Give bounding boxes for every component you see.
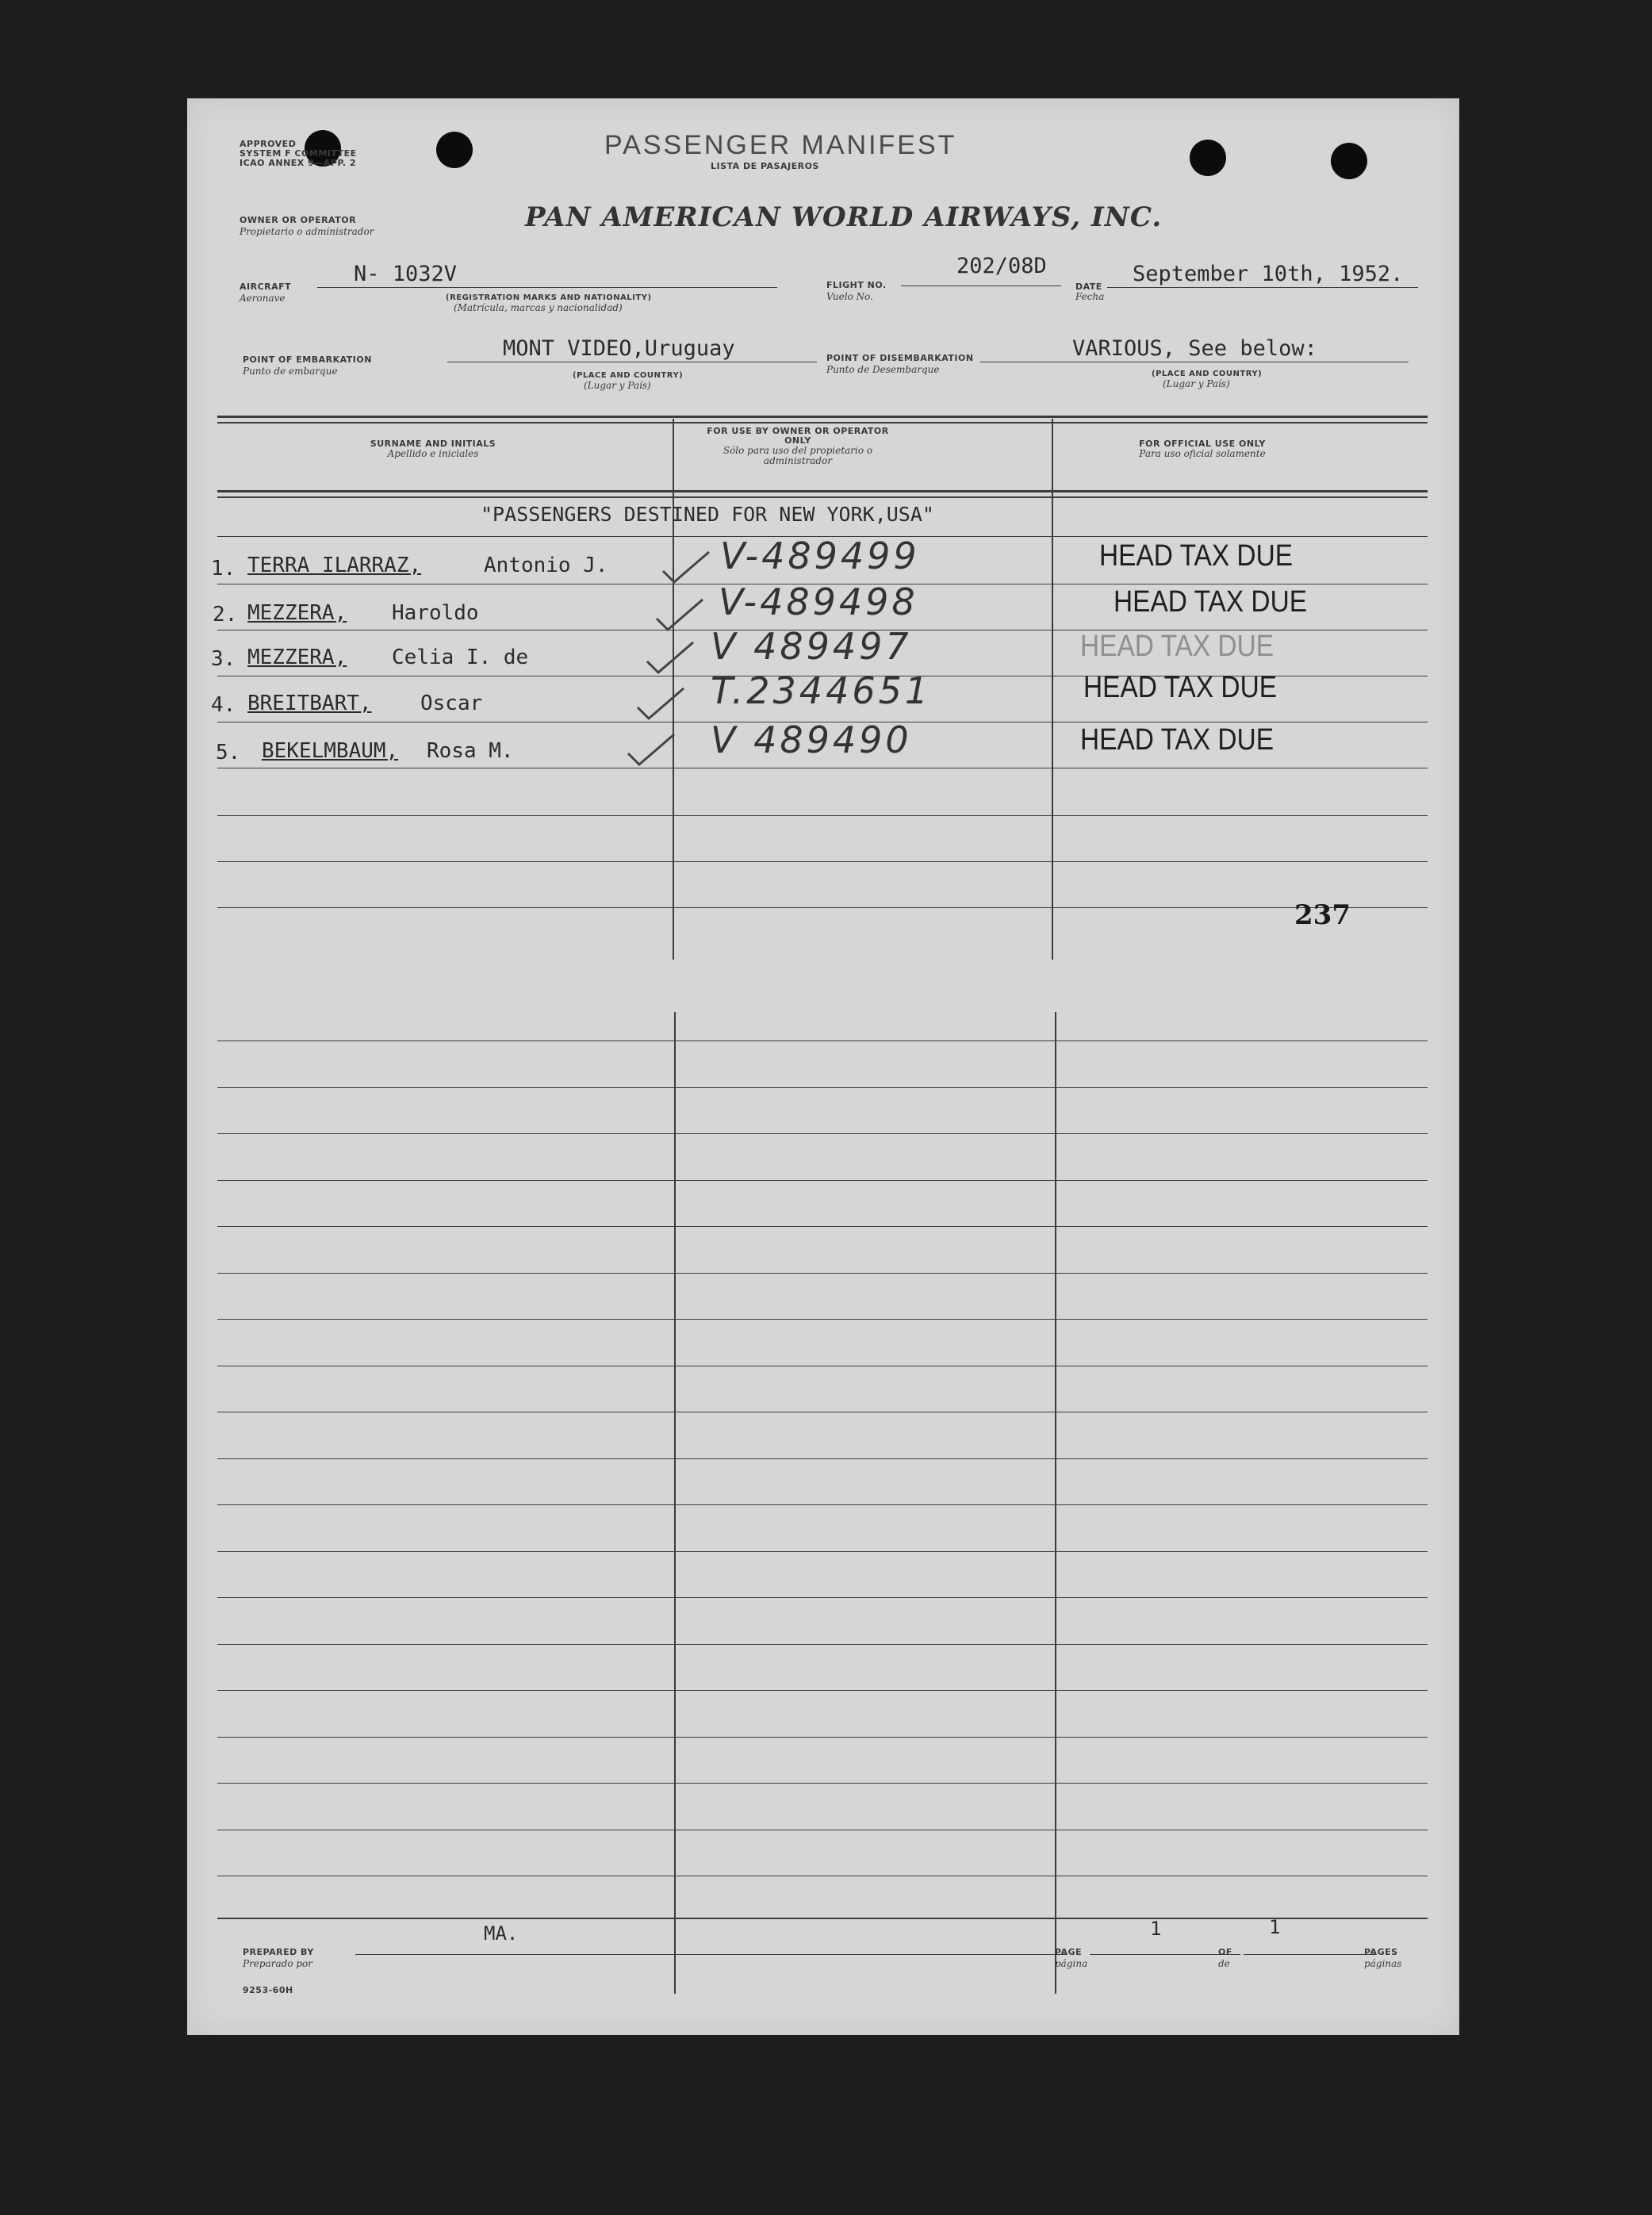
column-header-label: SURNAME AND INITIALS <box>370 439 496 449</box>
row-rule <box>217 1644 1428 1645</box>
passenger-surname: BEKELMBAUM, <box>262 739 399 763</box>
embarkation-point: MONT VIDEO,Uruguay <box>503 336 735 361</box>
column-divider <box>1055 1012 1056 1994</box>
column-header-label-spanish: Apellido e iniciales <box>387 448 479 459</box>
of-label-spanish: de <box>1218 1958 1230 1969</box>
pages-label-spanish: páginas <box>1364 1958 1402 1969</box>
flight-number-label-spanish: Vuelo No. <box>826 291 873 302</box>
column-header-label-spanish: Sólo para uso del propietario o administrador <box>723 445 873 466</box>
embarkation-caption: (PLACE AND COUNTRY) <box>573 371 684 380</box>
passenger-number: 3. <box>211 647 236 671</box>
passenger-number: 1. <box>211 557 236 581</box>
column-divider <box>674 1012 676 1994</box>
owner-label <box>240 216 356 225</box>
prepared-by-rule <box>355 1954 1066 1955</box>
row-rule <box>217 1319 1428 1320</box>
prepared-by-label: PREPARED BY <box>243 1947 314 1957</box>
ma-text: MA. <box>484 1922 519 1945</box>
check-mark-icon <box>633 684 688 723</box>
column-header-label: FOR USE BY OWNER OR OPERATOR ONLY <box>707 426 889 446</box>
destination-heading: "PASSENGERS DESTINED FOR NEW YORK,USA" <box>481 503 934 526</box>
row-rule <box>217 1273 1428 1274</box>
aircraft-caption-spanish: (Matrícula, marcas y nacionalidad) <box>454 302 623 313</box>
row-rule <box>217 1087 1428 1088</box>
check-mark-icon <box>658 547 714 587</box>
column-header-label: FOR OFFICIAL USE ONLY <box>1139 439 1266 449</box>
table-top-rule <box>217 416 1428 418</box>
manifest-sheet <box>187 98 1459 2035</box>
head-tax-stamp-faded: HEAD TAX DUE <box>1080 630 1274 663</box>
passenger-document-number: V-489498 <box>719 581 918 623</box>
approval-line: APPROVED <box>240 139 297 149</box>
embarkation-caption-spanish: (Lugar y País) <box>584 380 651 391</box>
column-header-official <box>1052 439 1353 459</box>
passenger-number: 2. <box>213 603 238 627</box>
passenger-surname: MEZZERA, <box>247 601 347 625</box>
aircraft-label-spanish: Aeronave <box>240 293 286 304</box>
row-rule <box>217 1737 1428 1738</box>
passenger-document-number: V 489490 <box>711 719 912 761</box>
header-bottom-rule <box>217 490 1428 492</box>
page-label: PAGE <box>1055 1947 1083 1957</box>
flight-number: 202/08D <box>956 254 1047 278</box>
flight-number-label: FLIGHT NO. <box>826 280 887 290</box>
embarkation-label-spanish: Punto de embarque <box>243 366 338 377</box>
table-top-rule <box>217 422 1428 423</box>
date-label-spanish: Fecha <box>1075 291 1105 302</box>
form-number: 9253-60H <box>243 1985 293 1995</box>
footer-rule <box>217 1918 1428 1919</box>
aircraft-label: AIRCRAFT <box>240 282 292 292</box>
owner-label-en: OWNER OR OPERATOR <box>240 215 357 225</box>
row-rule <box>217 861 1428 862</box>
passenger-surname: TERRA ILARRAZ, <box>247 554 422 577</box>
passenger-surname: BREITBART, <box>247 692 372 715</box>
row-rule <box>217 1551 1428 1552</box>
passenger-document-number: V-489499 <box>720 535 920 577</box>
passenger-given-name: Antonio J. <box>484 554 608 577</box>
passenger-given-name: Rosa M. <box>427 739 514 763</box>
disembarkation-caption-spanish: (Lugar y País) <box>1163 378 1230 389</box>
disembarkation-label-spanish: Punto de Desembarque <box>826 364 940 375</box>
of-value: 1 <box>1269 1916 1281 1938</box>
passenger-surname: MEZZERA, <box>247 646 347 669</box>
passenger-given-name: Celia I. de <box>392 646 529 669</box>
column-divider <box>1052 419 1053 960</box>
aircraft-registration: N- 1032V <box>354 262 458 286</box>
row-rule <box>217 1133 1428 1134</box>
head-tax-stamp: HEAD TAX DUE <box>1113 585 1308 619</box>
passenger-number: 4. <box>211 693 236 717</box>
date-rule <box>1107 287 1418 288</box>
header-bottom-rule <box>217 496 1428 498</box>
page-value: 1 <box>1150 1918 1162 1940</box>
column-header-surname <box>219 439 647 459</box>
passenger-given-name: Oscar <box>420 692 483 715</box>
disembarkation-point: VARIOUS, See below: <box>1072 336 1317 361</box>
row-rule <box>217 1783 1428 1784</box>
row-rule <box>217 815 1428 816</box>
check-mark-icon <box>623 730 679 769</box>
row-rule <box>217 1226 1428 1227</box>
stamped-number: 237 <box>1294 899 1351 931</box>
passenger-document-number: T.2344651 <box>711 669 932 712</box>
approval-line: ICAO ANNEX 9—APP. 2 <box>240 158 357 168</box>
flight-number-rule <box>901 285 1061 286</box>
approval-note <box>240 140 357 168</box>
row-rule <box>217 1040 1428 1041</box>
date-label: DATE <box>1075 282 1102 292</box>
passenger-document-number: V 489497 <box>711 625 912 668</box>
check-mark-icon <box>652 595 707 634</box>
operator-name: PAN AMERICAN WORLD AIRWAYS, INC. <box>525 201 1163 233</box>
form-title-spanish: LISTA DE PASAJEROS <box>711 161 819 171</box>
passenger-number: 5. <box>216 741 241 765</box>
row-rule <box>217 1690 1428 1691</box>
disembarkation-label: POINT OF DISEMBARKATION <box>826 353 974 363</box>
form-title: PASSENGER MANIFEST <box>604 130 957 160</box>
head-tax-stamp: HEAD TAX DUE <box>1083 671 1278 704</box>
prepared-by-label-spanish: Preparado por <box>243 1958 313 1969</box>
punch-hole <box>1331 143 1367 179</box>
row-rule <box>217 1597 1428 1598</box>
embarkation-label: POINT OF EMBARKATION <box>243 354 372 365</box>
row-rule <box>217 1458 1428 1459</box>
of-label: OF <box>1218 1947 1232 1957</box>
punch-hole <box>1190 140 1226 176</box>
approval-line: SYSTEM F COMMITTEE <box>240 148 357 159</box>
check-mark-icon <box>642 638 698 677</box>
pages-label: PAGES <box>1364 1947 1398 1957</box>
aircraft-rule <box>317 287 777 288</box>
row-rule <box>217 907 1428 908</box>
disembarkation-caption: (PLACE AND COUNTRY) <box>1152 370 1263 378</box>
aircraft-caption: (REGISTRATION MARKS AND NATIONALITY) <box>446 293 652 302</box>
passenger-given-name: Haroldo <box>392 601 479 625</box>
column-header-operator <box>695 427 901 466</box>
of-rule <box>1244 1954 1375 1955</box>
head-tax-stamp: HEAD TAX DUE <box>1080 723 1274 757</box>
punch-hole <box>436 132 473 168</box>
row-rule <box>217 1504 1428 1505</box>
owner-label-spanish: Propietario o administrador <box>240 226 374 237</box>
column-header-label-spanish: Para uso oficial solamente <box>1139 448 1266 459</box>
page-label-spanish: página <box>1055 1958 1088 1969</box>
flight-date: September 10th, 1952. <box>1133 262 1404 286</box>
row-rule <box>217 1180 1428 1181</box>
head-tax-stamp: HEAD TAX DUE <box>1099 539 1294 573</box>
